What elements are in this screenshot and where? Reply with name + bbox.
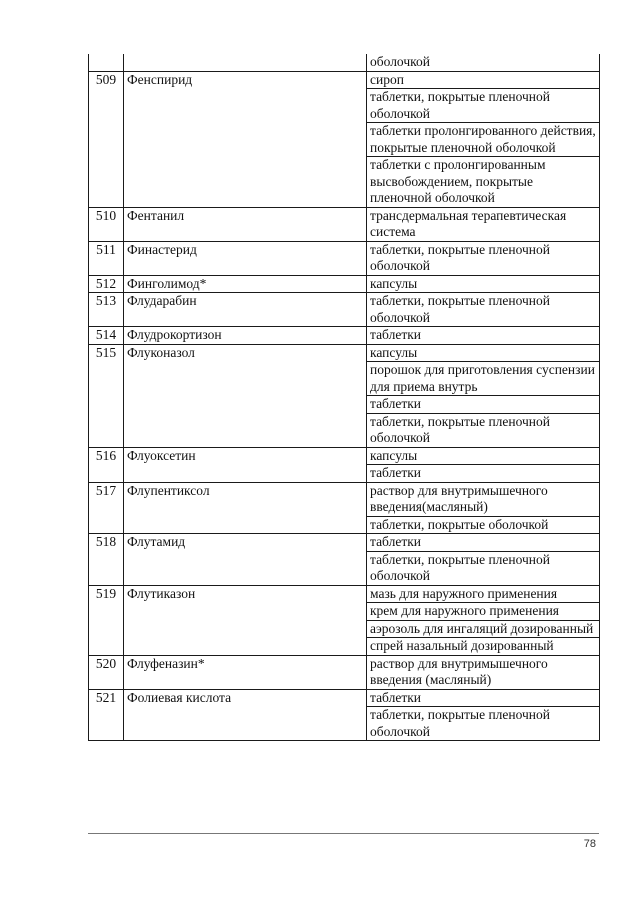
table-row: [89, 207, 600, 241]
table-row: [89, 689, 600, 707]
table-row: [89, 655, 600, 689]
table-row: [89, 534, 600, 552]
row-number: 512: [89, 275, 124, 293]
dosage-form: раствор для внутримышечного введения (масляный): [367, 655, 600, 689]
dosage-form: порошок для приготовления суспензии для приема внутрь: [367, 362, 600, 396]
drug-name: Фентанил: [124, 207, 367, 241]
row-number: [89, 54, 124, 71]
row-number: 513: [89, 293, 124, 327]
dosage-form: трансдермальная терапевтическая система: [367, 207, 600, 241]
dosage-form: таблетки, покрытые пленочной оболочкой: [367, 293, 600, 327]
table-row: [89, 241, 600, 275]
table-row: [89, 275, 600, 293]
row-number: 516: [89, 447, 124, 482]
table-row: [89, 327, 600, 345]
dosage-form: таблетки, покрытые пленочной оболочкой: [367, 413, 600, 447]
dosage-form: капсулы: [367, 275, 600, 293]
drug-name: Флупентиксол: [124, 482, 367, 534]
page-number: 78: [583, 838, 596, 850]
dosage-form: капсулы: [367, 344, 600, 362]
row-number: 511: [89, 241, 124, 275]
table-row: [89, 344, 600, 362]
dosage-form: оболочкой: [367, 54, 600, 71]
drug-name: Флутиказон: [124, 585, 367, 655]
table-body: [89, 54, 600, 741]
drug-name: Флутамид: [124, 534, 367, 586]
drug-name: Флудрокортизон: [124, 327, 367, 345]
dosage-form: таблетки: [367, 534, 600, 552]
row-number: 520: [89, 655, 124, 689]
dosage-form: таблетки: [367, 689, 600, 707]
drug-name: Финастерид: [124, 241, 367, 275]
drug-name: Флуфеназин*: [124, 655, 367, 689]
drug-forms-table: [88, 54, 600, 741]
row-number: 515: [89, 344, 124, 447]
dosage-form: таблетки: [367, 465, 600, 483]
drug-name: Финголимод*: [124, 275, 367, 293]
drug-name: Флуконазол: [124, 344, 367, 447]
dosage-form: таблетки, покрытые пленочной оболочкой: [367, 89, 600, 123]
table-row: [89, 447, 600, 465]
drug-name: Флуоксетин: [124, 447, 367, 482]
table-row: [89, 54, 600, 71]
dosage-form: капсулы: [367, 447, 600, 465]
dosage-form: таблетки: [367, 396, 600, 414]
row-number: 517: [89, 482, 124, 534]
row-number: 519: [89, 585, 124, 655]
dosage-form: таблетки, покрытые оболочкой: [367, 516, 600, 534]
dosage-form: сироп: [367, 71, 600, 89]
drug-name: Фолиевая кислота: [124, 689, 367, 741]
dosage-form: аэрозоль для ингаляций дозированный: [367, 620, 600, 638]
row-number: 521: [89, 689, 124, 741]
dosage-form: крем для наружного применения: [367, 603, 600, 621]
dosage-form: таблетки пролонгированного действия, покрытые пленочной оболочкой: [367, 123, 600, 157]
dosage-form: таблетки с пролонгированным высвобождением, покрытые пленочной оболочкой: [367, 157, 600, 208]
dosage-form: таблетки, покрытые пленочной оболочкой: [367, 241, 600, 275]
row-number: 509: [89, 71, 124, 207]
row-number: 514: [89, 327, 124, 345]
row-number: 518: [89, 534, 124, 586]
table-row: [89, 293, 600, 327]
drug-name: Фенспирид: [124, 71, 367, 207]
table-row: [89, 585, 600, 603]
dosage-form: таблетки: [367, 327, 600, 345]
dosage-form: раствор для внутримышечного введения(масляный): [367, 482, 600, 516]
table-row: [89, 71, 600, 89]
row-number: 510: [89, 207, 124, 241]
dosage-form: таблетки, покрытые пленочной оболочкой: [367, 707, 600, 741]
table-row: [89, 482, 600, 516]
drug-name: Флударабин: [124, 293, 367, 327]
dosage-form: мазь для наружного применения: [367, 585, 600, 603]
dosage-form: спрей назальный дозированный: [367, 638, 600, 656]
drug-name: [124, 54, 367, 71]
dosage-form: таблетки, покрытые пленочной оболочкой: [367, 551, 600, 585]
footer-rule: [88, 833, 599, 834]
